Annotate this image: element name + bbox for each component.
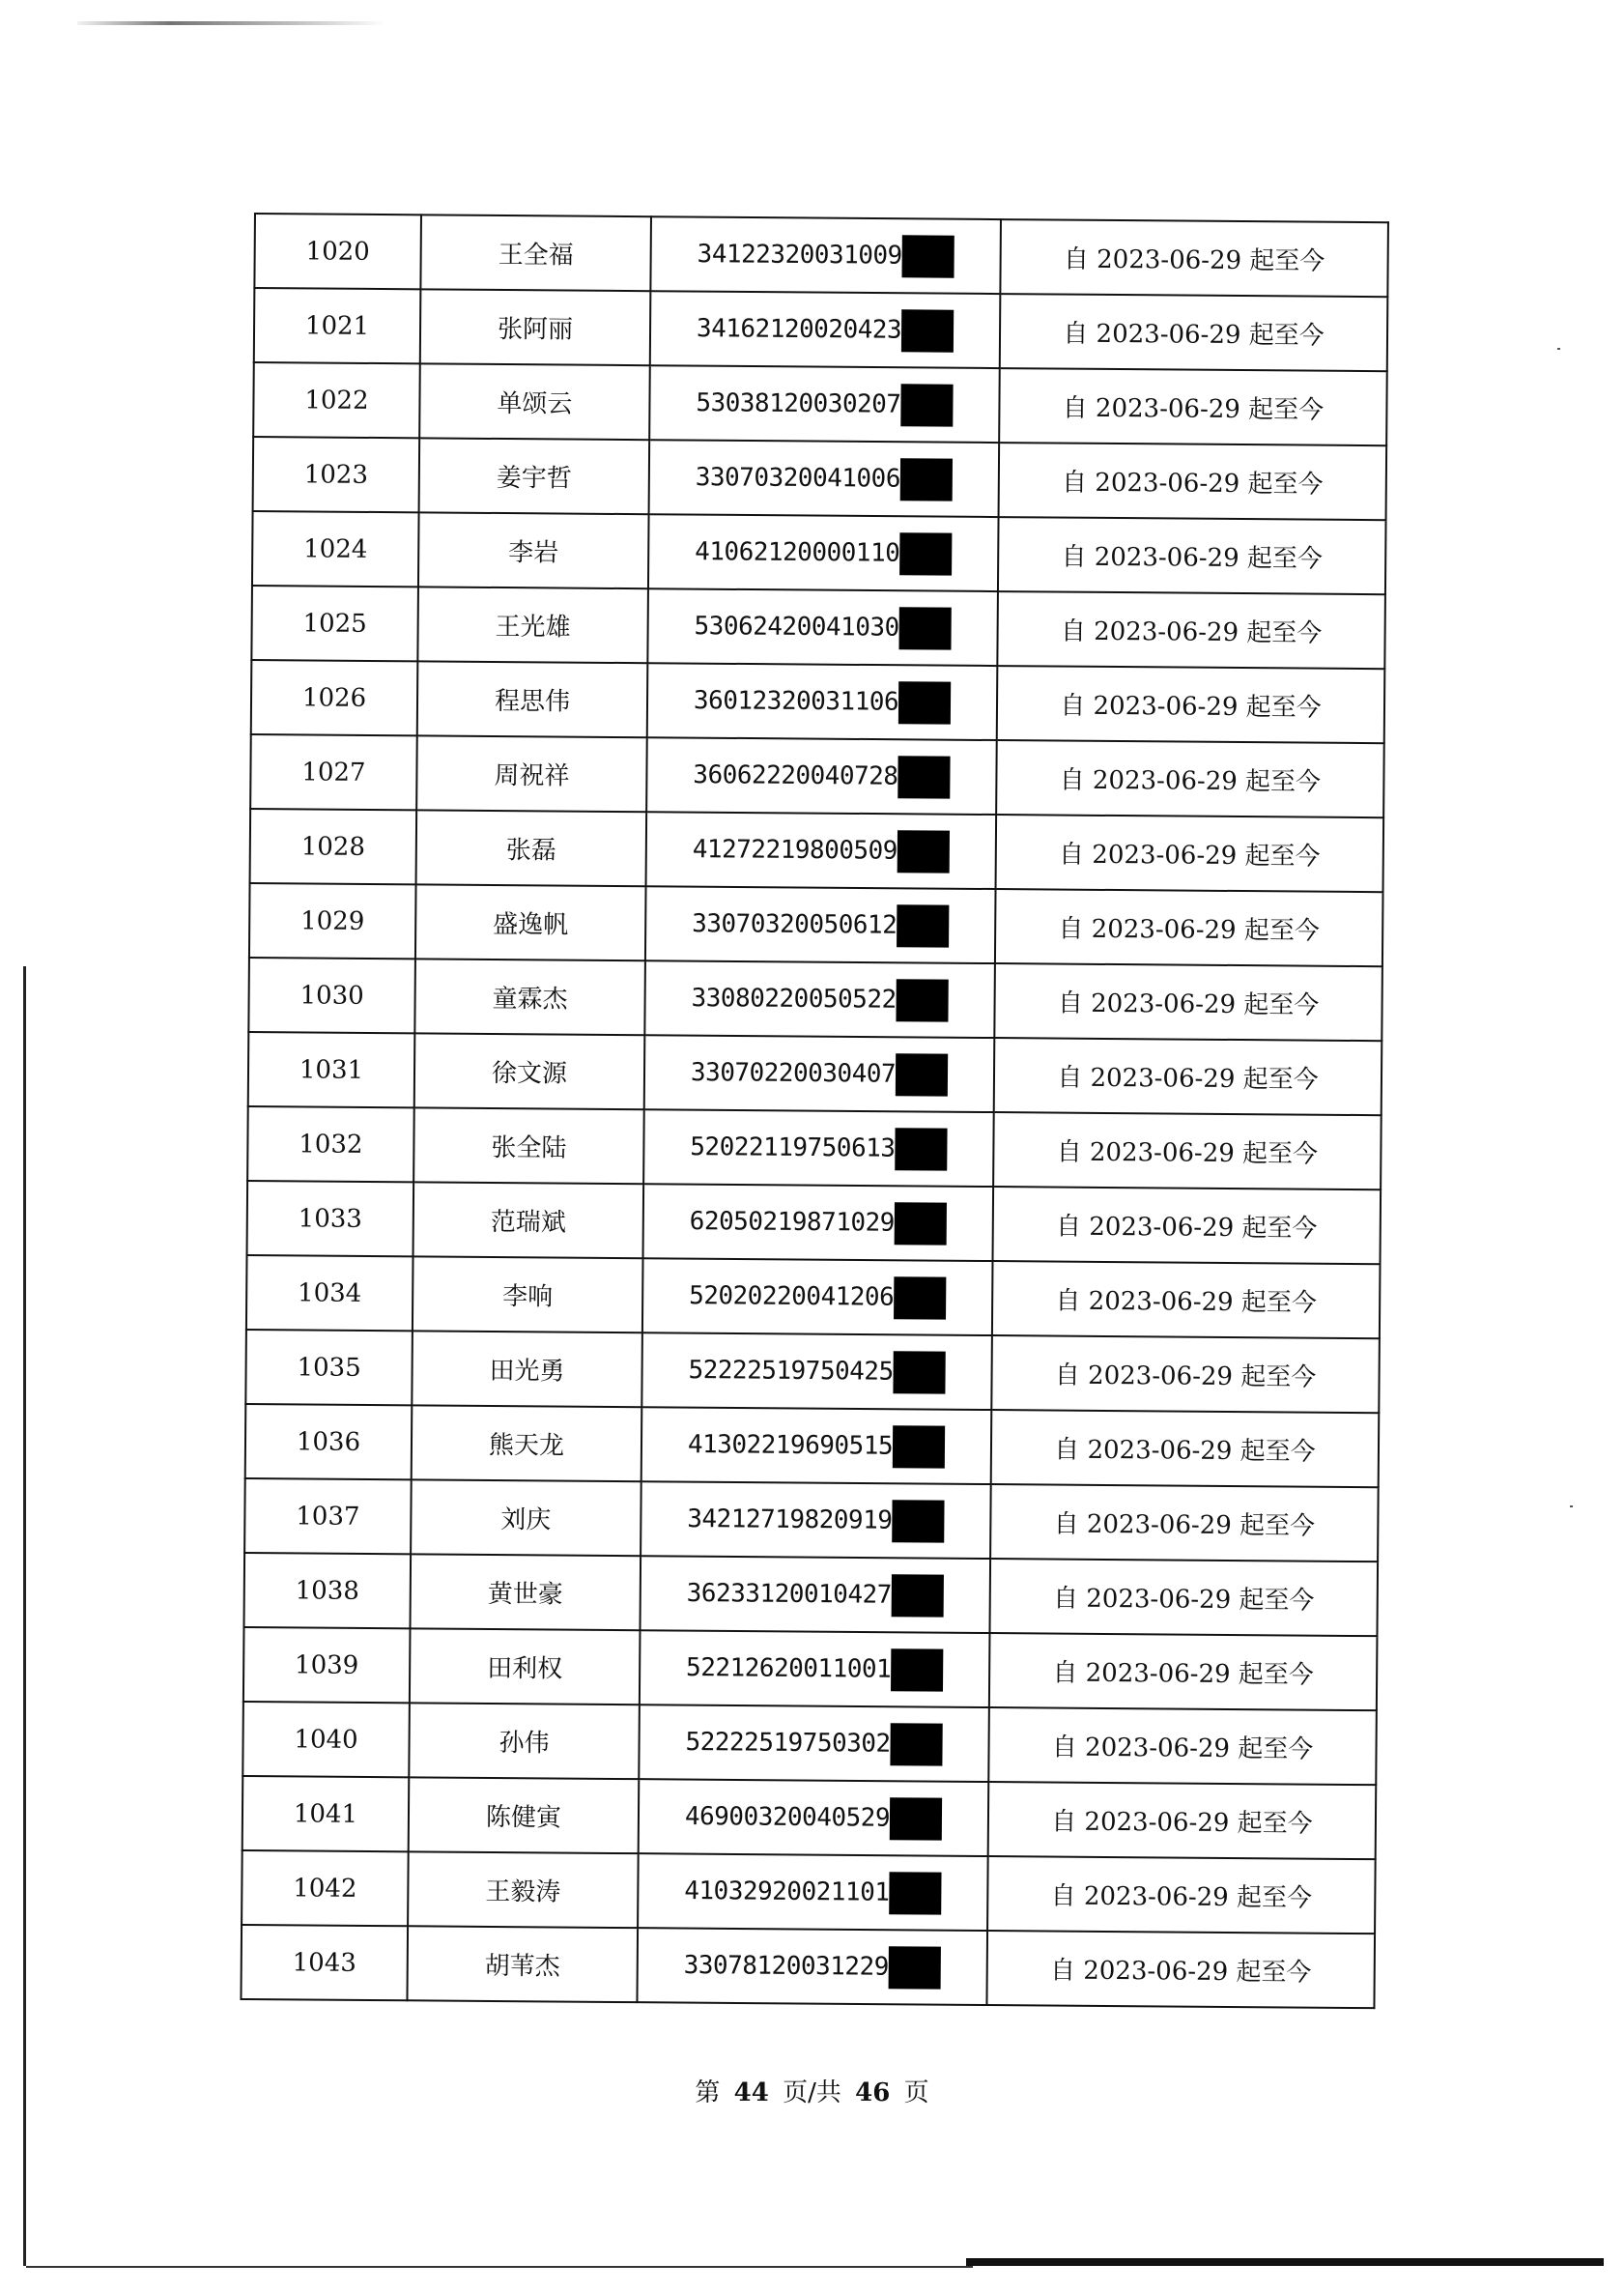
person-name: 刘庆 bbox=[411, 1479, 641, 1556]
table-row bbox=[250, 734, 1384, 817]
id-number-visible: 41272219800509 bbox=[692, 834, 898, 866]
scan-artifact-left-edge bbox=[23, 966, 26, 2266]
table-row bbox=[254, 288, 1388, 371]
validity-period: 自 2023-06-29 起至今 bbox=[1000, 219, 1388, 297]
validity-period: 自 2023-06-29 起至今 bbox=[999, 368, 1387, 445]
validity-period: 自 2023-06-29 起至今 bbox=[988, 1782, 1377, 1859]
id-number-cell bbox=[641, 1481, 991, 1559]
footer-prefix: 第 bbox=[695, 2078, 721, 2107]
table-row bbox=[253, 437, 1387, 520]
person-name: 童霖杰 bbox=[414, 959, 645, 1035]
footer-current-page: 44 bbox=[733, 2078, 769, 2107]
row-number: 1043 bbox=[241, 1925, 408, 2000]
table-row bbox=[249, 883, 1383, 966]
id-number-visible: 41062120000110 bbox=[695, 536, 900, 568]
id-number-cell bbox=[639, 1779, 989, 1856]
validity-period: 自 2023-06-29 起至今 bbox=[993, 1112, 1382, 1189]
id-number-visible: 46900320040529 bbox=[684, 1801, 891, 1833]
row-number: 1035 bbox=[245, 1330, 413, 1405]
person-name: 王毅涛 bbox=[408, 1851, 639, 1928]
person-name: 张全陆 bbox=[413, 1107, 644, 1184]
person-name: 姜宇哲 bbox=[419, 438, 650, 514]
id-number-visible: 52222519750425 bbox=[688, 1355, 894, 1387]
table-row bbox=[242, 1850, 1376, 1934]
table-row bbox=[244, 1478, 1379, 1561]
row-number: 1041 bbox=[242, 1776, 410, 1851]
id-number-cell bbox=[643, 1184, 994, 1261]
table-row bbox=[248, 1032, 1382, 1115]
id-number-cell bbox=[642, 1258, 993, 1335]
validity-period: 自 2023-06-29 起至今 bbox=[996, 815, 1384, 892]
id-number-visible: 53038120030207 bbox=[696, 387, 901, 419]
person-name: 李岩 bbox=[418, 512, 649, 588]
id-number-cell bbox=[647, 663, 998, 740]
table-row bbox=[250, 809, 1384, 892]
redaction-block bbox=[897, 904, 949, 947]
table-row bbox=[248, 958, 1382, 1041]
person-name: 黄世豪 bbox=[410, 1554, 641, 1630]
redaction-block bbox=[894, 1276, 946, 1319]
person-name: 单颂云 bbox=[419, 363, 650, 440]
id-number-visible: 52020220041206 bbox=[689, 1280, 895, 1312]
id-number-visible: 33070220030407 bbox=[690, 1057, 897, 1089]
id-number-cell bbox=[640, 1630, 990, 1707]
redaction-block bbox=[890, 1797, 942, 1840]
table-row bbox=[247, 1106, 1382, 1189]
row-number: 1042 bbox=[242, 1850, 409, 1926]
id-number-cell bbox=[646, 812, 997, 889]
id-number-cell bbox=[640, 1556, 990, 1633]
table-row bbox=[246, 1255, 1381, 1338]
page-footer bbox=[0, 2073, 1624, 2108]
redaction-block bbox=[892, 1574, 944, 1617]
scan-artifact-top bbox=[77, 21, 386, 25]
id-number-visible: 33078120031229 bbox=[683, 1950, 889, 1982]
redaction-block bbox=[900, 458, 953, 501]
person-name: 周祝祥 bbox=[416, 735, 647, 812]
redaction-block bbox=[895, 1128, 947, 1170]
table-row bbox=[242, 1702, 1377, 1785]
id-number-visible: 52212620011001 bbox=[685, 1652, 892, 1684]
row-number: 1022 bbox=[253, 362, 420, 438]
person-name: 张阿丽 bbox=[420, 289, 651, 365]
id-number-cell bbox=[650, 291, 1001, 368]
scan-artifact-bottom-edge bbox=[966, 2258, 1604, 2266]
validity-period: 自 2023-06-29 起至今 bbox=[997, 591, 1385, 669]
id-number-visible: 36233120010427 bbox=[686, 1578, 892, 1610]
redaction-block bbox=[889, 1872, 941, 1914]
table-row bbox=[253, 362, 1387, 445]
redaction-block bbox=[889, 1946, 941, 1989]
scan-speck bbox=[1570, 1505, 1573, 1507]
id-number-cell bbox=[650, 216, 1001, 294]
id-number-visible: 34212719820919 bbox=[687, 1504, 893, 1535]
validity-period: 自 2023-06-29 起至今 bbox=[988, 1707, 1377, 1785]
row-number: 1036 bbox=[245, 1404, 413, 1479]
validity-period: 自 2023-06-29 起至今 bbox=[993, 1187, 1382, 1264]
person-name: 范瑞斌 bbox=[413, 1182, 644, 1258]
row-number: 1037 bbox=[244, 1478, 412, 1554]
validity-period: 自 2023-06-29 起至今 bbox=[991, 1335, 1380, 1413]
table-row bbox=[245, 1330, 1380, 1413]
redaction-block bbox=[895, 1202, 947, 1245]
validity-period: 自 2023-06-29 起至今 bbox=[990, 1484, 1379, 1561]
row-number: 1040 bbox=[242, 1702, 410, 1777]
redaction-block bbox=[897, 756, 950, 798]
id-number-visible: 33070320041006 bbox=[695, 462, 901, 494]
person-name: 田光勇 bbox=[412, 1331, 642, 1407]
id-number-visible: 41032920021101 bbox=[684, 1876, 890, 1907]
roster-table-body bbox=[241, 214, 1387, 2008]
table-row bbox=[251, 586, 1385, 669]
table-row bbox=[241, 1925, 1375, 2008]
redaction-block bbox=[892, 1500, 944, 1542]
redaction-block bbox=[898, 681, 951, 724]
validity-period: 自 2023-06-29 起至今 bbox=[998, 517, 1386, 594]
validity-period: 自 2023-06-29 起至今 bbox=[1000, 294, 1388, 371]
validity-period: 自 2023-06-29 起至今 bbox=[995, 889, 1383, 966]
person-name: 田利权 bbox=[410, 1628, 641, 1705]
row-number: 1038 bbox=[244, 1553, 412, 1628]
person-name: 盛逸帆 bbox=[415, 884, 646, 960]
id-number-visible: 34122320031009 bbox=[697, 239, 902, 271]
table-row bbox=[252, 511, 1386, 594]
scan-artifact-bottom-line bbox=[26, 2266, 973, 2268]
row-number: 1026 bbox=[251, 660, 418, 735]
validity-period: 自 2023-06-29 起至今 bbox=[992, 1261, 1381, 1338]
redaction-block bbox=[902, 235, 954, 277]
person-name: 陈健寅 bbox=[409, 1777, 640, 1853]
validity-period: 自 2023-06-29 起至今 bbox=[999, 443, 1387, 520]
redaction-block bbox=[897, 979, 949, 1021]
id-number-cell bbox=[648, 514, 999, 591]
redaction-block bbox=[901, 309, 954, 352]
validity-period: 自 2023-06-29 起至今 bbox=[997, 666, 1385, 743]
id-number-visible: 53062420041030 bbox=[694, 611, 899, 643]
table-row bbox=[251, 660, 1385, 743]
redaction-block bbox=[897, 830, 950, 873]
row-number: 1033 bbox=[247, 1181, 414, 1256]
redaction-block bbox=[893, 1425, 945, 1468]
validity-period: 自 2023-06-29 起至今 bbox=[989, 1633, 1378, 1710]
person-name: 孙伟 bbox=[409, 1703, 640, 1779]
redaction-block bbox=[900, 384, 953, 426]
id-number-cell bbox=[649, 440, 1000, 517]
redaction-block bbox=[894, 1351, 946, 1393]
person-name: 熊天龙 bbox=[412, 1405, 642, 1481]
redaction-block bbox=[896, 1053, 948, 1096]
table-row bbox=[244, 1553, 1379, 1636]
footer-suffix: 页 bbox=[903, 2078, 929, 2107]
row-number: 1028 bbox=[250, 809, 417, 884]
id-number-cell bbox=[644, 960, 995, 1038]
row-number: 1020 bbox=[254, 214, 421, 289]
id-number-cell bbox=[649, 365, 1000, 443]
table-row bbox=[247, 1181, 1382, 1264]
row-number: 1025 bbox=[251, 586, 418, 661]
id-number-visible: 36012320031106 bbox=[693, 685, 899, 717]
id-number-cell bbox=[643, 1109, 994, 1187]
id-number-cell bbox=[646, 737, 997, 815]
person-name: 程思伟 bbox=[417, 661, 648, 737]
row-number: 1039 bbox=[243, 1627, 411, 1703]
row-number: 1032 bbox=[247, 1106, 414, 1182]
person-name: 胡苇杰 bbox=[407, 1926, 638, 2002]
redaction-block bbox=[891, 1648, 943, 1691]
person-name: 李响 bbox=[413, 1256, 643, 1332]
id-number-cell bbox=[644, 1035, 995, 1112]
footer-total-pages: 46 bbox=[855, 2078, 891, 2107]
id-number-visible: 34162120020423 bbox=[696, 313, 902, 345]
validity-period: 自 2023-06-29 起至今 bbox=[996, 740, 1384, 817]
id-number-cell bbox=[639, 1705, 989, 1782]
validity-period: 自 2023-06-29 起至今 bbox=[987, 1856, 1376, 1934]
id-number-cell bbox=[637, 1928, 987, 2005]
redaction-block bbox=[899, 607, 952, 649]
row-number: 1024 bbox=[252, 511, 419, 587]
roster-table bbox=[240, 213, 1388, 2009]
table-row bbox=[254, 214, 1388, 297]
id-number-cell bbox=[638, 1853, 988, 1931]
table-row bbox=[242, 1776, 1377, 1859]
id-number-visible: 33070320050612 bbox=[692, 908, 897, 940]
id-number-cell bbox=[647, 588, 998, 666]
person-name: 王光雄 bbox=[417, 587, 648, 663]
footer-middle: 页/共 bbox=[783, 2078, 841, 2107]
id-number-visible: 52222519750302 bbox=[685, 1727, 891, 1759]
row-number: 1031 bbox=[248, 1032, 415, 1107]
id-number-cell bbox=[645, 886, 996, 963]
validity-period: 自 2023-06-29 起至今 bbox=[994, 963, 1382, 1041]
person-name: 张磊 bbox=[416, 810, 647, 886]
row-number: 1021 bbox=[254, 288, 421, 363]
person-name: 徐文源 bbox=[414, 1033, 645, 1109]
id-number-visible: 36062220040728 bbox=[693, 759, 898, 791]
validity-period: 自 2023-06-29 起至今 bbox=[991, 1410, 1380, 1487]
scan-speck bbox=[1557, 348, 1560, 350]
validity-period: 自 2023-06-29 起至今 bbox=[986, 1931, 1375, 2008]
table-row bbox=[245, 1404, 1380, 1487]
table-row bbox=[243, 1627, 1378, 1710]
id-number-visible: 62050219871029 bbox=[689, 1206, 896, 1238]
redaction-block bbox=[890, 1723, 942, 1765]
person-name: 王全福 bbox=[420, 215, 651, 291]
validity-period: 自 2023-06-29 起至今 bbox=[994, 1038, 1382, 1115]
row-number: 1027 bbox=[250, 734, 417, 810]
id-number-cell bbox=[641, 1332, 992, 1410]
id-number-visible: 52022119750613 bbox=[690, 1132, 896, 1163]
id-number-cell bbox=[641, 1407, 992, 1484]
validity-period: 自 2023-06-29 起至今 bbox=[989, 1559, 1378, 1636]
row-number: 1029 bbox=[249, 883, 416, 959]
row-number: 1034 bbox=[246, 1255, 413, 1331]
row-number: 1030 bbox=[248, 958, 415, 1033]
id-number-visible: 41302219690515 bbox=[687, 1429, 894, 1461]
redaction-block bbox=[899, 532, 952, 575]
id-number-visible: 33080220050522 bbox=[691, 983, 897, 1015]
row-number: 1023 bbox=[253, 437, 420, 512]
